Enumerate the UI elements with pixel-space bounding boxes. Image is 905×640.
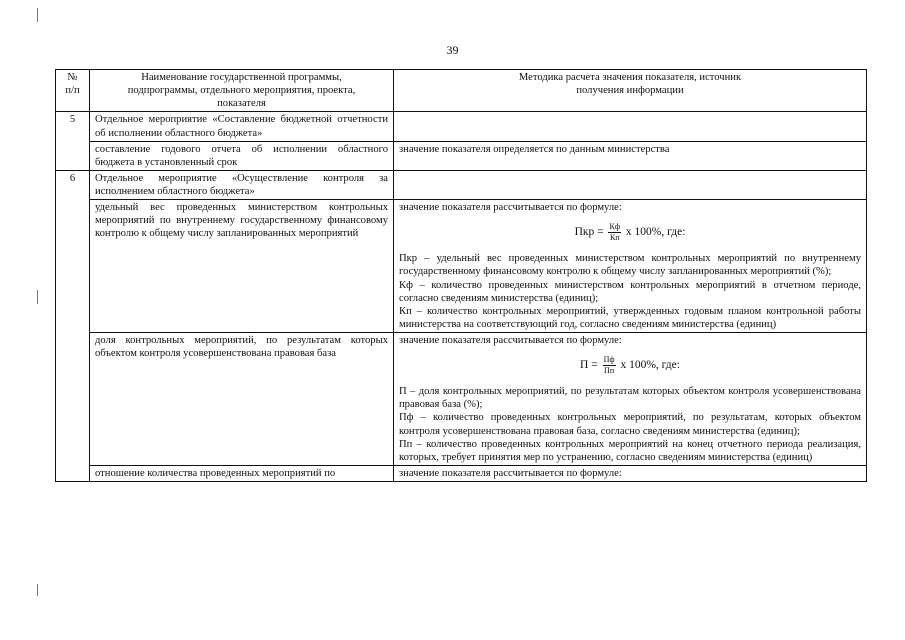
- indicator-name: доля контрольных мероприятий, по результатам которых объектом контроля усовершенствована правовая база: [90, 333, 394, 466]
- formula-denominator: Кп: [609, 233, 620, 243]
- indicator-name: отношение количества проведенных мероприятий по: [90, 465, 394, 481]
- row-number: 5: [56, 112, 90, 171]
- formula-rhs: x 100%, где:: [620, 359, 680, 372]
- table-header-row: [56, 70, 867, 112]
- formula-numerator: Кф: [609, 222, 621, 232]
- method-cell: [394, 200, 867, 333]
- table-row: [56, 465, 867, 481]
- indicator-name: составление годового отчета об исполнении областного бюджета в установленный срок: [90, 141, 394, 170]
- definition: Пп – количество проведенных контрольных мероприятий на конец отчетного периода реализация, которых, требует принятия мер по устранению, согласно сведениям министерства (единиц): [399, 438, 861, 463]
- formula-lhs: Пкр =: [574, 226, 604, 239]
- definition: Кф – количество проведенных министерством контрольных мероприятий в отчетном периоде, согласно сведениям министерства (единиц);: [399, 279, 861, 304]
- formula: [399, 356, 861, 375]
- table-row: [56, 333, 867, 466]
- method-cell: [394, 170, 867, 199]
- formula-denominator: Пп: [604, 366, 615, 376]
- method-intro: значение показателя рассчитывается по формуле:: [399, 202, 622, 214]
- header-number: № п/п: [56, 70, 90, 112]
- page-number: 39: [446, 43, 459, 57]
- scan-margin-mark-top: [37, 8, 38, 22]
- formula-fraction: [603, 356, 616, 375]
- formula: [399, 223, 861, 242]
- scan-margin-mark-bottom: [37, 584, 38, 596]
- indicator-methodology-table: [55, 69, 867, 482]
- table-row: [56, 112, 867, 141]
- definition: Пкр – удельный вес проведенных министерством контрольных мероприятий по внутреннему государственному финансовому контролю к общему числу запланированных мероприятий (%);: [399, 253, 861, 278]
- formula-rhs: x 100%, где:: [625, 226, 686, 239]
- scan-margin-mark-middle: [37, 290, 38, 304]
- indicator-name: удельный вес проведенных министерством контрольных мероприятий по внутреннему государственному финансовому контролю к общему числу запланированных мероприятий: [90, 200, 394, 333]
- method-intro: значение показателя рассчитывается по формуле:: [399, 335, 622, 346]
- method-cell: значение показателя определяется по данным министерства: [394, 141, 867, 170]
- table-row: [56, 200, 867, 333]
- formula-fraction: [608, 223, 621, 242]
- program-name: Отдельное мероприятие «Составление бюджетной отчетности об исполнении областного бюджета»: [90, 112, 394, 141]
- formula-lhs: П =: [580, 359, 598, 372]
- method-cell: [394, 112, 867, 141]
- definition: Кп – количество контрольных мероприятий, утвержденных годовым планом контрольной работы министерства на соответствующий год, согласно сведениям министерства (единиц): [399, 305, 861, 330]
- program-name: Отдельное мероприятие «Осуществление контроля за исполнением областного бюджета»: [90, 170, 394, 199]
- table-row: [56, 170, 867, 199]
- table-row: [56, 141, 867, 170]
- header-name: Наименование государственной программы, подпрограммы, отдельного мероприятия, проекта, показателя: [90, 70, 394, 112]
- definition: Пф – количество проведенных контрольных мероприятий, по результатам, которых объектом контроля усовершенствована правовая база, согласно сведениям министерства (единиц);: [399, 412, 861, 437]
- definition: П – доля контрольных мероприятий, по результатам которых объектом контроля усовершенствована правовая база (%);: [399, 386, 861, 411]
- method-cell: значение показателя рассчитывается по формуле:: [394, 465, 867, 481]
- formula-numerator: Пф: [603, 355, 615, 365]
- row-number: 6: [56, 170, 90, 481]
- method-cell: [394, 333, 867, 466]
- header-method: Методика расчета значения показателя, источник получения информации: [394, 70, 867, 112]
